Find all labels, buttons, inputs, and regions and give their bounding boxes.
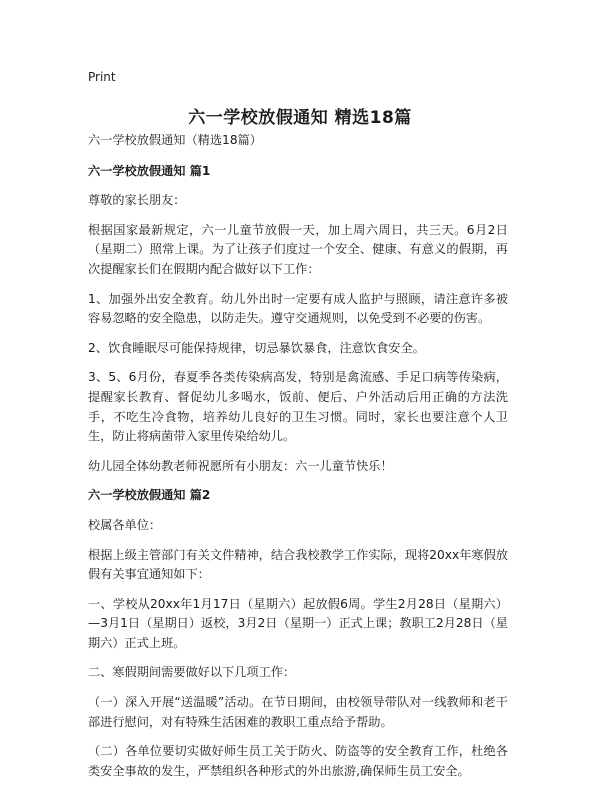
- greeting-paragraph: 校属各单位：: [88, 517, 162, 532]
- closing-paragraph: 幼儿园全体幼教老师祝愿所有小朋友：六一儿童节快乐！: [88, 458, 393, 473]
- sub-item: （一）深入开展“送温暖”活动。在节日期间，由校领导带队对一线教师和老干部进行慰问，对有特殊生活困难的教职工重点给予帮助。: [88, 695, 508, 729]
- list-item: 2、饮食睡眠尽可能保持规律，切忌暴饮暴食，注意饮食安全。: [88, 340, 425, 355]
- list-item: 3、5、6月份，春夏季各类传染病高发，特别是禽流感、手足口病等传染病，提醒家长教育、督促幼儿多喝水，饭前、便后、户外活动后用正确的方法洗手，不吃生冷食物，培养幼儿良好的卫生习惯。同时，家长也要注意个人卫生，防止将病菌带入家里传染给幼儿。: [88, 370, 508, 444]
- section-heading-1: 六一学校放假通知 篇1: [88, 163, 211, 178]
- list-item: 一、学校从20xx年1月17日（星期六）起放假6周。学生2月28日（星期六）—3月1日（星期日）返校，3月2日（星期一）正式上课；教职工2月28日（星期六）正式上班。: [88, 596, 508, 650]
- print-link[interactable]: Print: [88, 70, 116, 84]
- list-item: 二、寒假期间需要做好以下几项工作：: [88, 665, 296, 680]
- list-item: 1、加强外出安全教育。幼儿外出时一定要有成人监护与照顾，请注意许多被容易忽略的安全隐患，以防走失。遵守交通规则，以免受到不必要的伤害。: [88, 291, 508, 326]
- sub-item: （二）各单位要切实做好师生员工关于防火、防盗等的安全教育工作，杜绝各类安全事故的发生，严禁组织各种形式的外出旅游,确保师生员工安全。: [88, 744, 508, 778]
- paragraph: 根据国家最新规定，六一儿童节放假一天，加上周六周日，共三天。6月2日（星期二）照常上课。为了让孩子们度过一个安全、健康、有意义的假期，再次提醒家长们在假期内配合做好以下工作：: [88, 222, 508, 276]
- section-heading-2: 六一学校放假通知 篇2: [88, 488, 211, 503]
- document-body: [88, 131, 508, 791]
- greeting-paragraph: 尊敬的家长朋友：: [88, 193, 186, 208]
- paragraph: 根据上级主管部门有关文件精神，结合我校教学工作实际，现将20xx年寒假放假有关事宜通知如下：: [88, 547, 508, 582]
- page-title: 六一学校放假通知 精选18篇: [188, 108, 412, 128]
- document-subtitle: 六一学校放假通知（精选18篇）: [88, 133, 262, 147]
